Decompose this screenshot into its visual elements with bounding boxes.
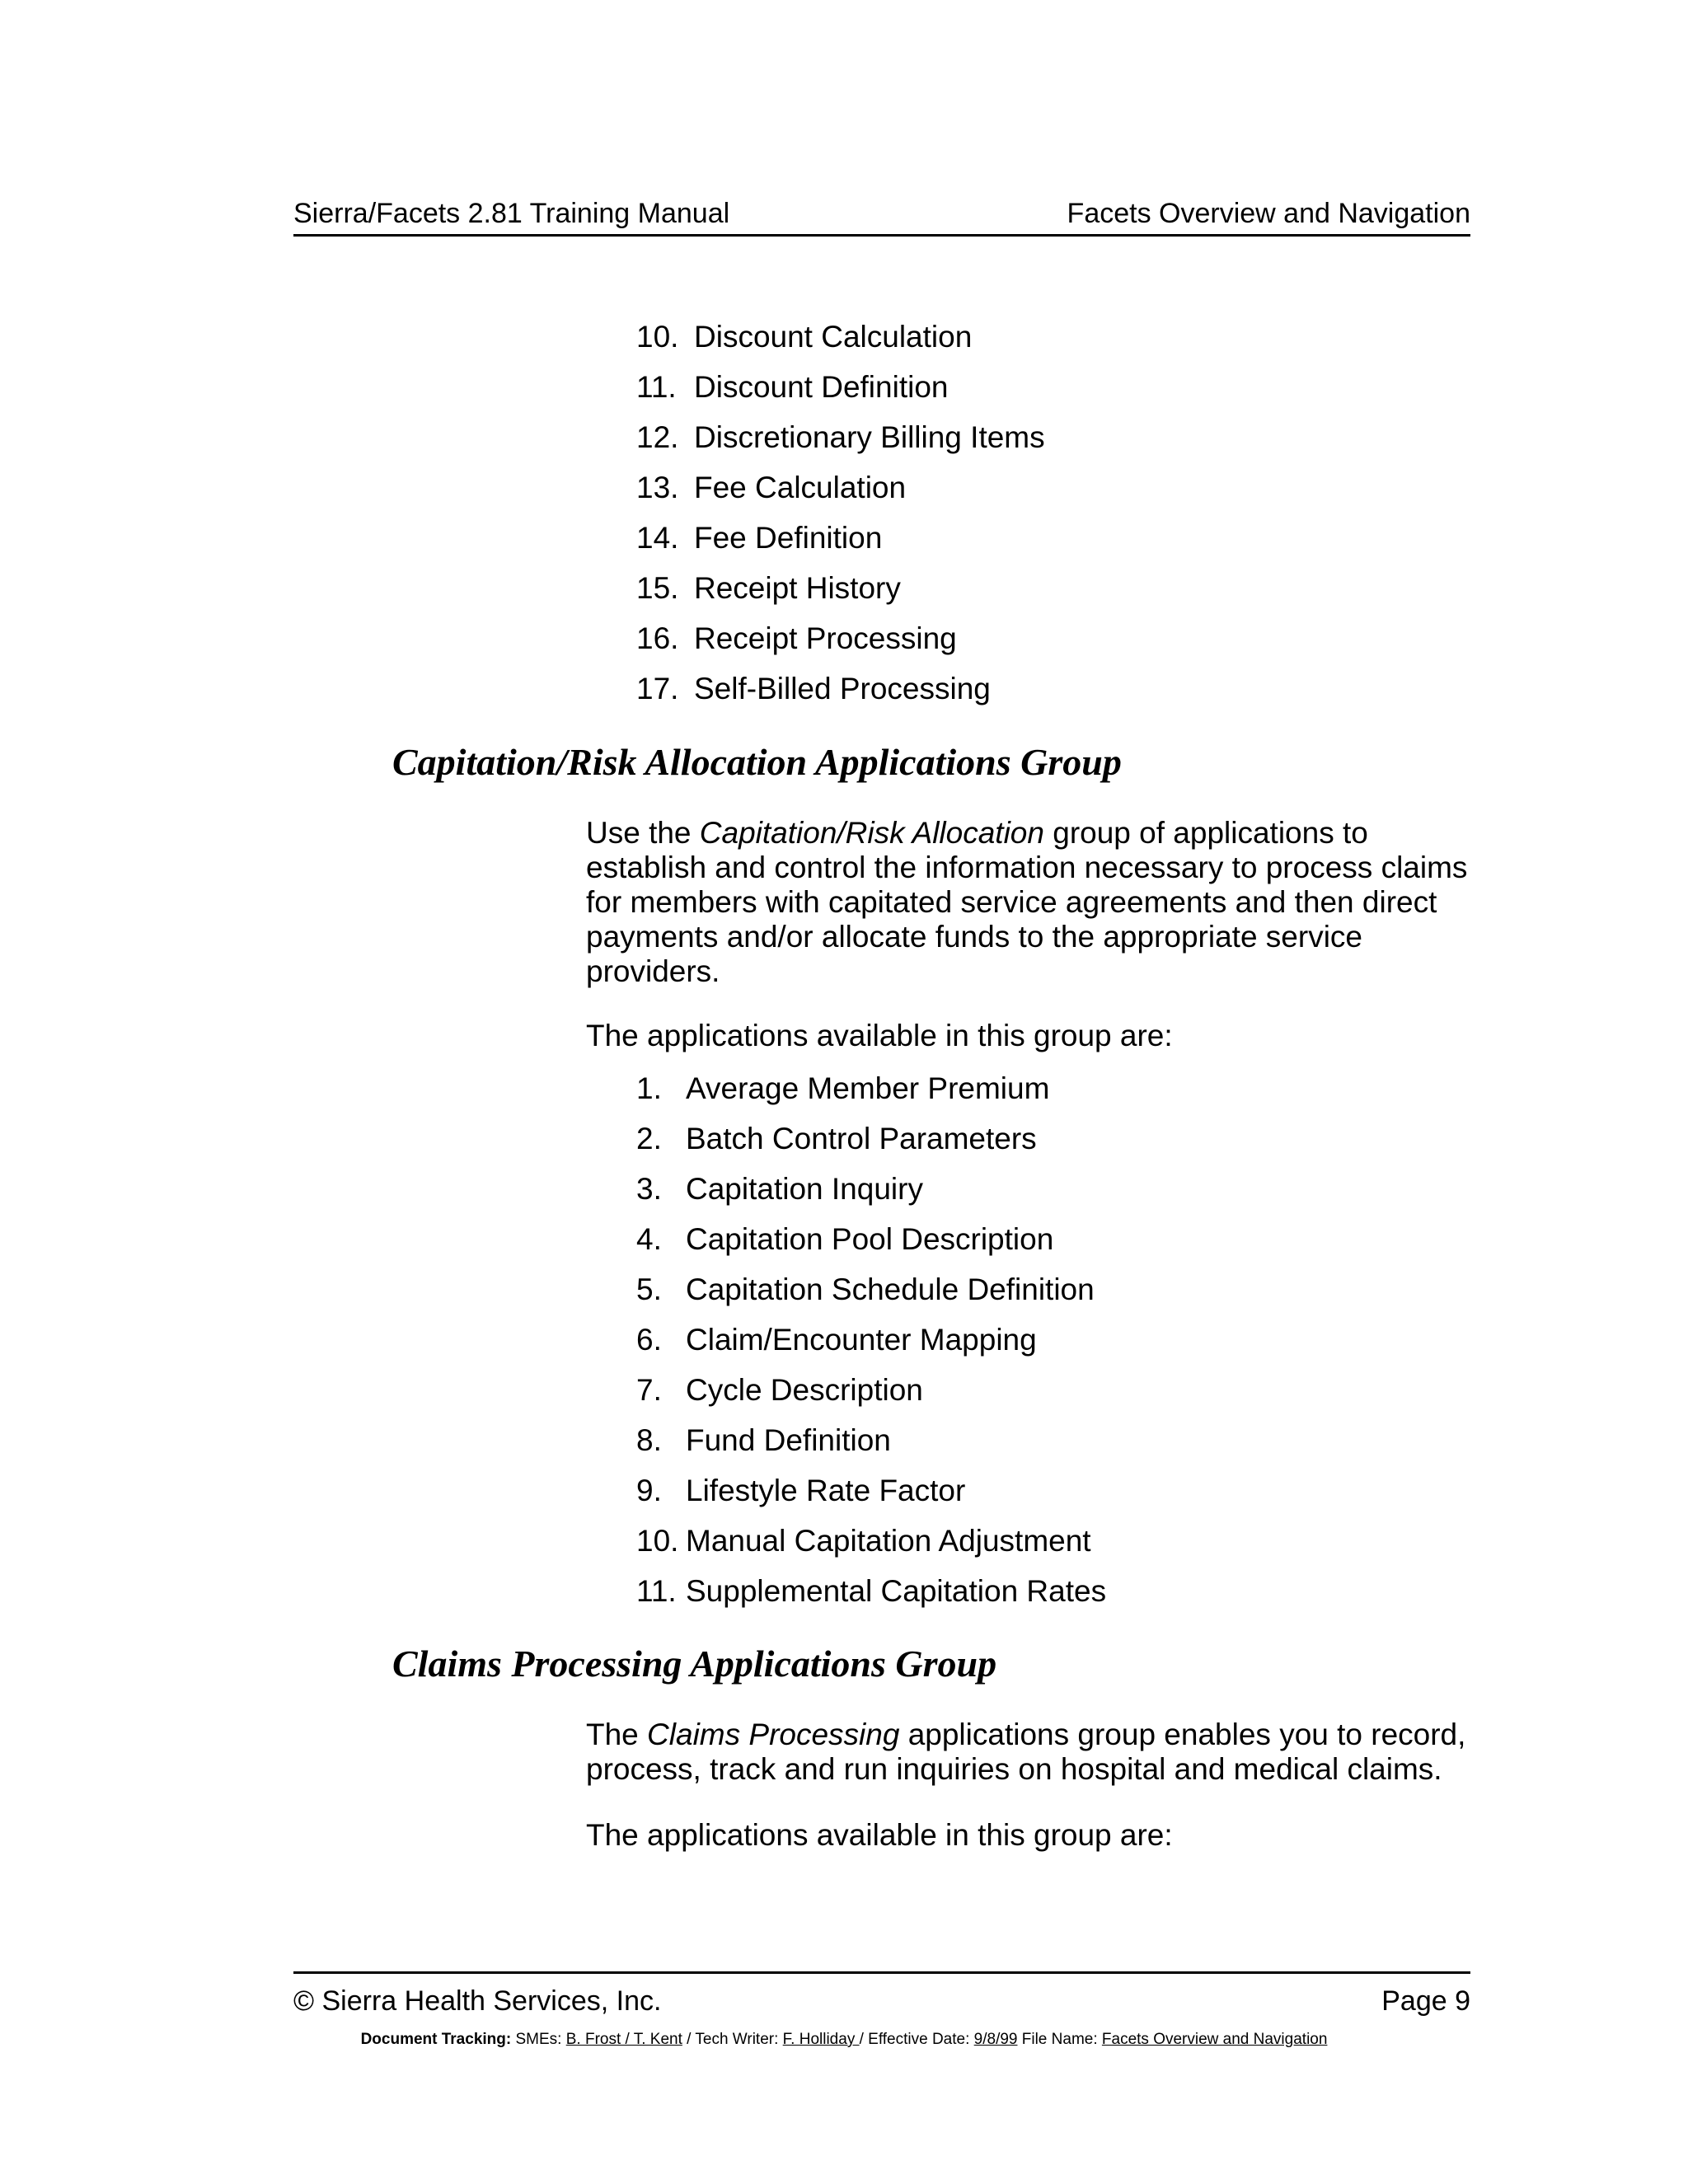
list-item: 14. Fee Definition: [636, 521, 883, 555]
list-item: 5. Capitation Schedule Definition: [636, 1272, 1095, 1306]
page-header: [293, 191, 1470, 237]
document-tracking-line: Document Tracking: SMEs: B. Frost / T. Kent / Tech Writer: F. Holliday / Effective Date: 9/8/99 File Name: Facets Overview and Navigation: [360, 2031, 1328, 2048]
tracking-label: Document Tracking:: [360, 2031, 512, 2048]
list-item: 10. Manual Capitation Adjustment: [636, 1524, 1091, 1558]
list-item: 13. Fee Calculation: [636, 471, 907, 504]
page-number: Page 9: [1381, 1985, 1470, 2017]
list-item: 10. Discount Calculation: [636, 320, 973, 354]
claims-description: The Claims Processing applications group enables you to record, process, track and run inquiries on hospital and medical claims.: [586, 1718, 1466, 1786]
tracking-smes: B. Frost / T. Kent: [565, 2031, 682, 2048]
list-item: 6. Claim/Encounter Mapping: [636, 1323, 1037, 1357]
list-item: 8. Fund Definition: [636, 1423, 891, 1457]
list-item: 1. Average Member Premium: [636, 1071, 1050, 1105]
capitation-section-heading: Capitation/Risk Allocation Applications Group: [392, 741, 1122, 783]
header-manual-title: Sierra/Facets 2.81 Training Manual: [293, 198, 730, 229]
list-item: 3. Capitation Inquiry: [636, 1172, 923, 1206]
copyright-notice: © Sierra Health Services, Inc.: [293, 1985, 662, 2017]
list-item: 11. Discount Definition: [636, 370, 949, 404]
page-footer: [293, 1971, 1470, 2023]
list-item: 17. Self-Billed Processing: [636, 672, 991, 705]
header-chapter-title: Facets Overview and Navigation: [1067, 198, 1470, 229]
capitation-list-intro: The applications available in this group are:: [586, 1019, 1173, 1052]
list-item: 16. Receipt Processing: [636, 621, 957, 655]
list-item: 15. Receipt History: [636, 571, 901, 605]
list-item: 12. Discretionary Billing Items: [636, 420, 1045, 454]
capitation-description: Use the Capitation/Risk Allocation group of applications to establish and control the information necessary to process claims for members with capitated service agreements and then direct payments and/or allocate funds to the appropriate service providers.: [586, 816, 1468, 988]
list-item: 9. Lifestyle Rate Factor: [636, 1474, 966, 1507]
claims-section-heading: Claims Processing Applications Group: [392, 1643, 997, 1685]
tracking-tech-writer: F. Holliday: [782, 2031, 860, 2048]
list-item: 11. Supplemental Capitation Rates: [636, 1574, 1107, 1608]
claims-list-intro: The applications available in this group are:: [586, 1818, 1173, 1852]
list-item: 4. Capitation Pool Description: [636, 1222, 1054, 1256]
list-item: 2. Batch Control Parameters: [636, 1122, 1037, 1155]
list-item: 7. Cycle Description: [636, 1373, 923, 1407]
tracking-file-name: Facets Overview and Navigation: [1101, 2031, 1328, 2048]
tracking-effective-date: 9/8/99: [973, 2031, 1018, 2048]
